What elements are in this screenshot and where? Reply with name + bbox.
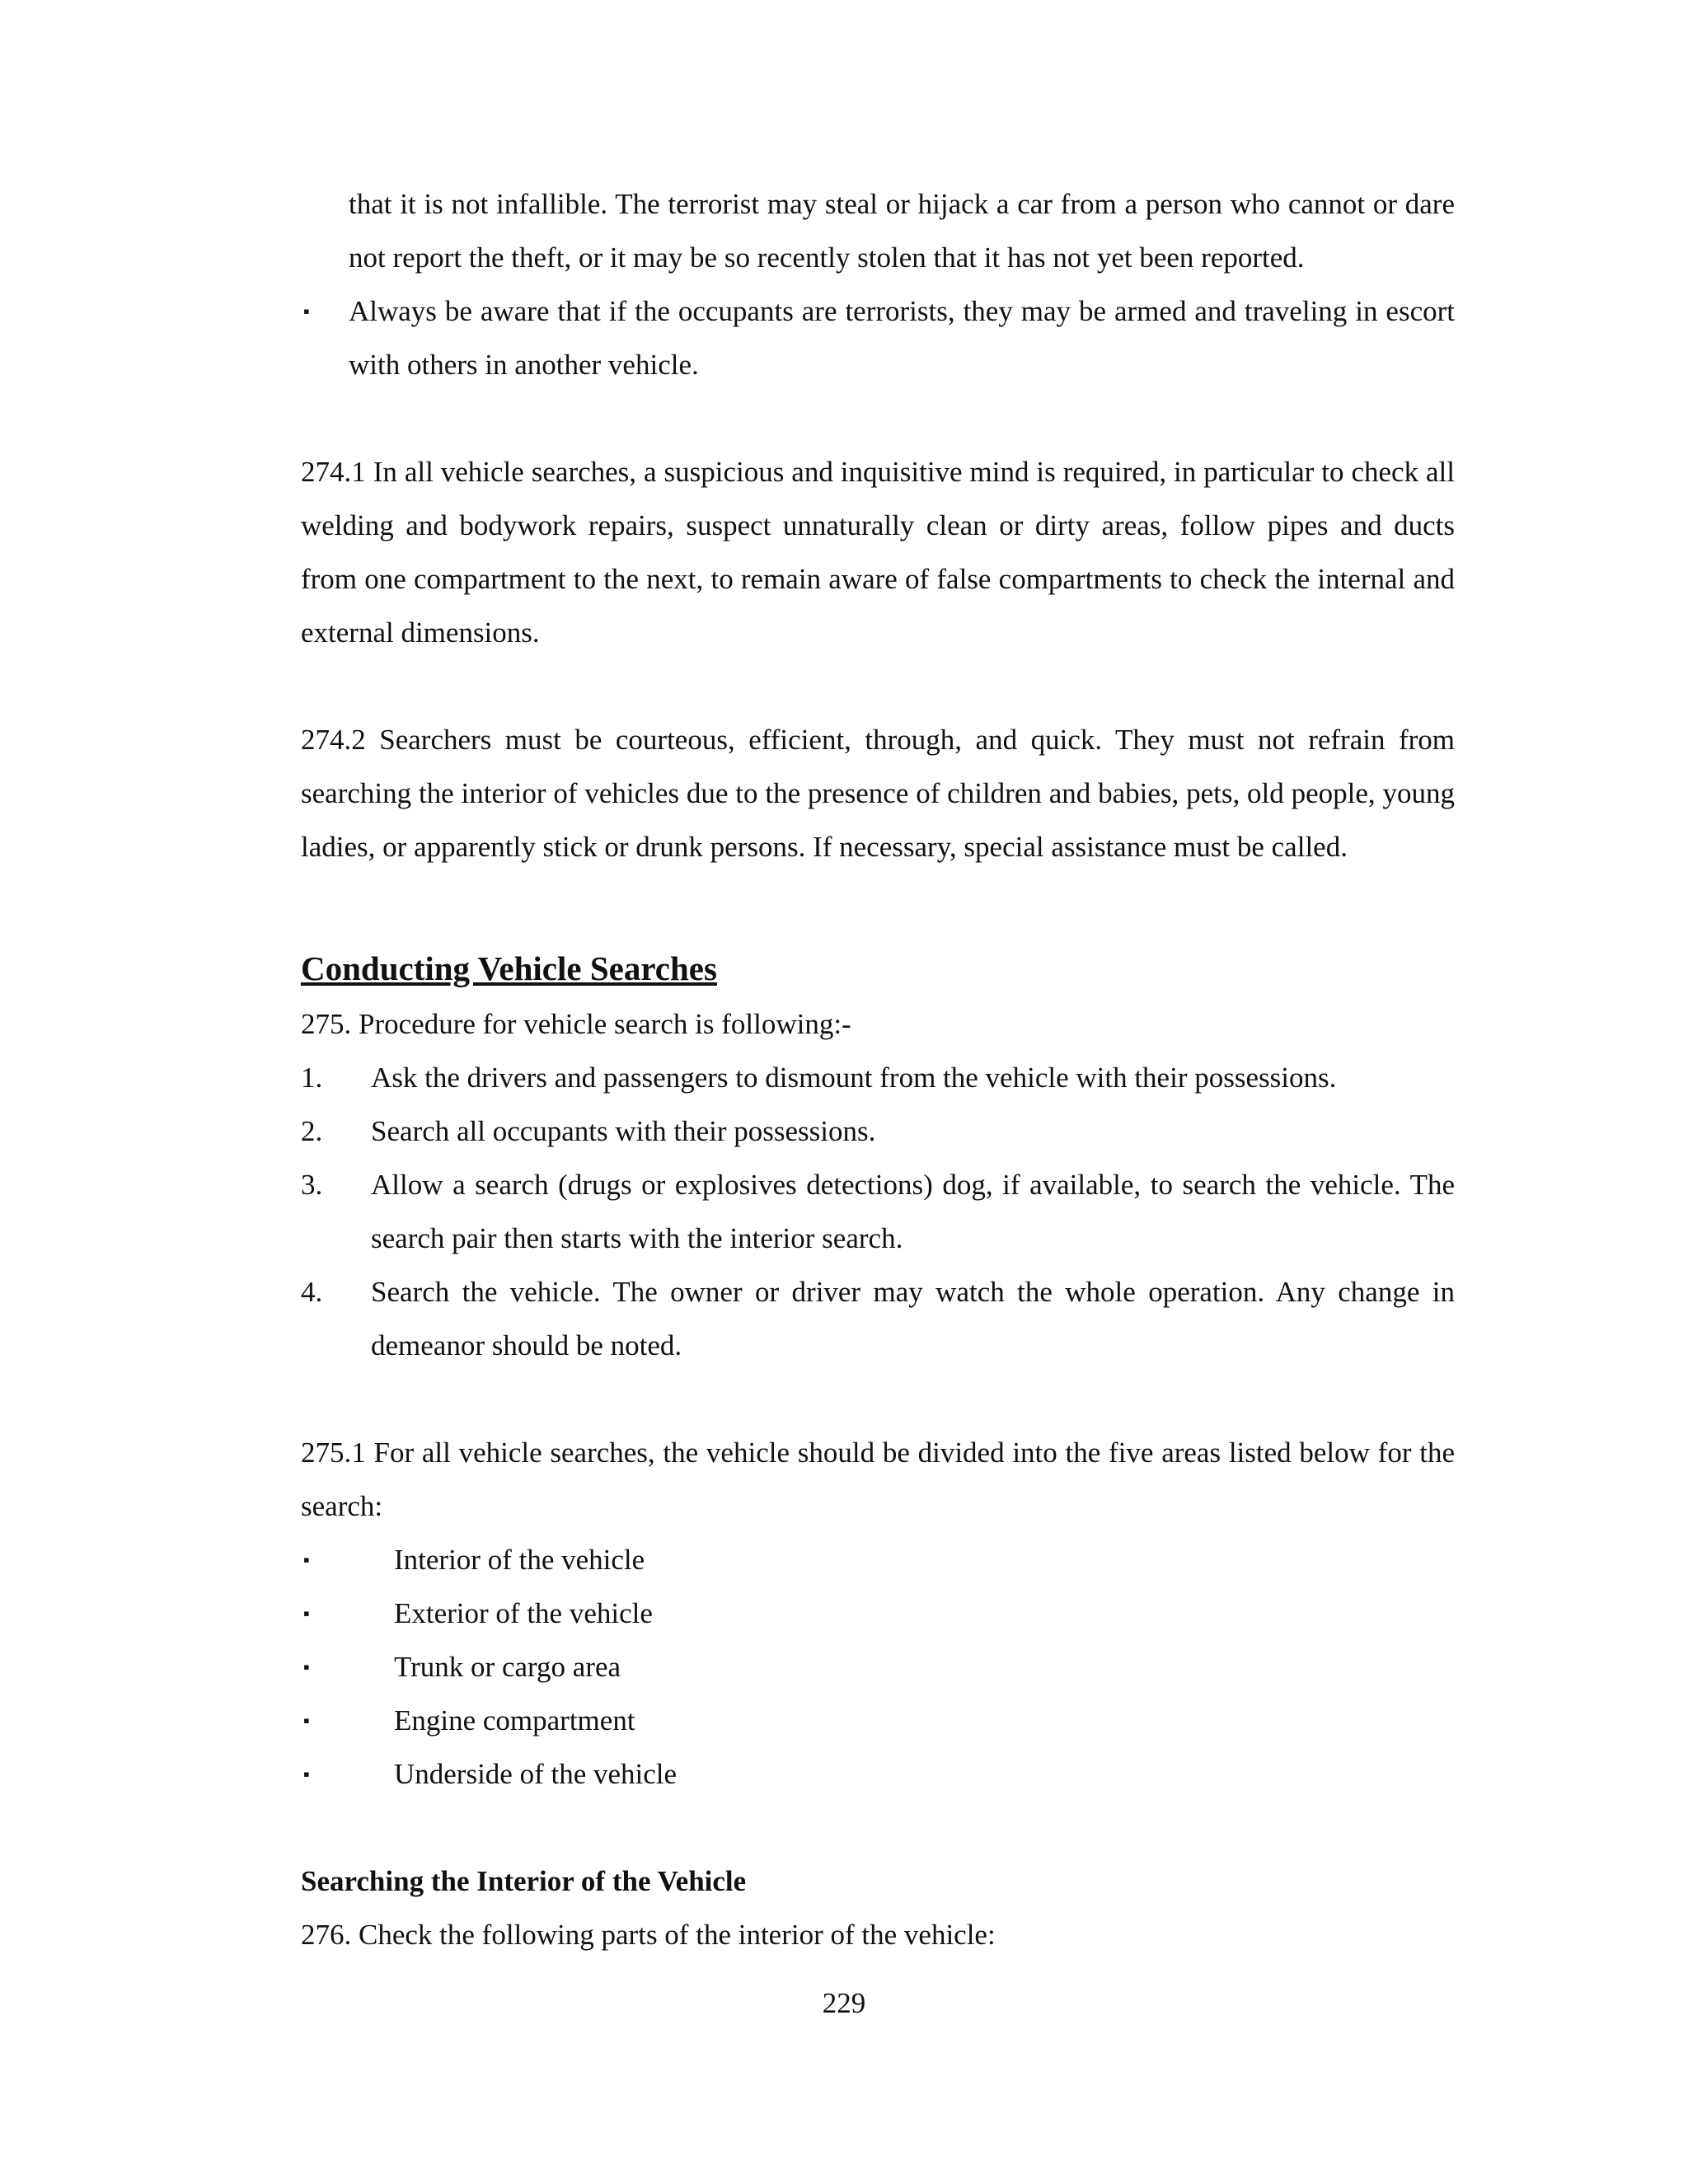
section-heading: Conducting Vehicle Searches (301, 949, 717, 987)
step-text: Ask the drivers and passengers to dismount from the vehicle with their possessions. (371, 1062, 1337, 1094)
paragraph-276: 276. Check the following parts of the interior of the vehicle: (301, 1919, 996, 1951)
step-number: 4. (301, 1276, 323, 1308)
step-text: Search the vehicle. The owner or driver may watch the whole operation. Any change in demeanor should be noted. (371, 1276, 1455, 1361)
step-text: Search all occupants with their possessions. (371, 1115, 876, 1147)
procedure-step (301, 1051, 1455, 1104)
paragraph-275-intro: 275. Procedure for vehicle search is following:- (301, 1008, 851, 1040)
search-area-text: Trunk or cargo area (394, 1651, 621, 1683)
square-bullet-icon: ▪ (303, 1657, 310, 1677)
subheading: Searching the Interior of the Vehicle (301, 1865, 747, 1897)
square-bullet-icon: ▪ (303, 1603, 310, 1624)
step-number: 1. (301, 1062, 323, 1094)
square-bullet-icon: ▪ (303, 1764, 310, 1784)
paragraph-274-2: 274.2 Searchers must be courteous, efficient, through, and quick. They must not refrain from searching the interior of vehicles due to the presence of children and babies, pets, old people, young ladies, or apparently stick or drunk persons. If necessary, special assistance must be called. (301, 724, 1455, 863)
procedure-step (301, 1265, 1455, 1372)
square-bullet-icon: ▪ (303, 301, 310, 321)
square-bullet-icon: ▪ (303, 1710, 310, 1731)
bullet-continuation: that it is not infallible. The terrorist may steal or hijack a car from a person who cannot or dare not report the theft, or it may be so recently stolen that it has not yet been reported. (349, 188, 1455, 274)
procedure-step (301, 1158, 1455, 1265)
search-area-text: Interior of the vehicle (394, 1544, 645, 1576)
bullet-text: Always be aware that if the occupants are terrorists, they may be armed and traveling in escort with others in another vehicle. (349, 295, 1455, 381)
step-text: Allow a search (drugs or explosives detections) dog, if available, to search the vehicle. The search pair then starts with the interior search. (371, 1169, 1455, 1254)
bullet-item-aware (301, 284, 1455, 391)
search-area-item (301, 1694, 1455, 1747)
search-area-text: Exterior of the vehicle (394, 1597, 653, 1629)
page-number: 229 (822, 1987, 866, 2019)
search-area-item (301, 1586, 1455, 1640)
search-area-item (301, 1747, 1455, 1801)
search-area-item (301, 1533, 1455, 1586)
paragraph-274-1: 274.1 In all vehicle searches, a suspicious and inquisitive mind is required, in particular to check all welding and bodywork repairs, suspect unnaturally clean or dirty areas, follow pipes and ducts from one compartment to the next, to remain aware of false compartments to check the internal and external dimensions. (301, 456, 1455, 649)
square-bullet-icon: ▪ (303, 1549, 310, 1570)
search-area-item (301, 1640, 1455, 1694)
page-body (301, 177, 1455, 1961)
procedure-step (301, 1104, 1455, 1158)
step-number: 3. (301, 1169, 323, 1201)
search-area-text: Engine compartment (394, 1704, 635, 1736)
paragraph-275-1: 275.1 For all vehicle searches, the vehicle should be divided into the five areas listed below for the search: (301, 1436, 1455, 1522)
step-number: 2. (301, 1115, 323, 1147)
search-area-text: Underside of the vehicle (394, 1758, 678, 1790)
